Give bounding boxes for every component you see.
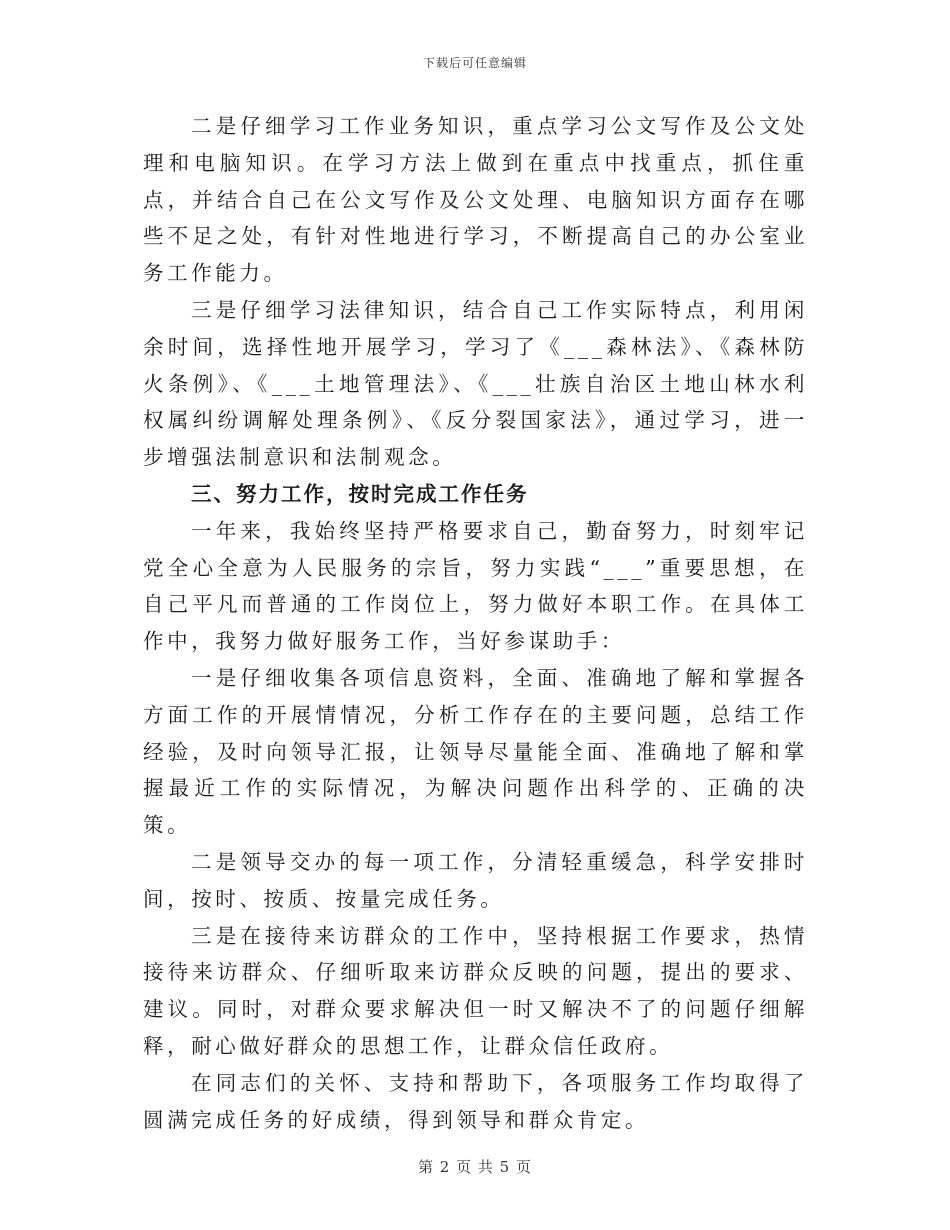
paragraph-assigned-work: 二是领导交办的每一项工作，分清轻重缓急，科学安排时间，按时、按质、按量完成任务。 [143,849,808,911]
paragraph-reception: 三是在接待来访群众的工作中，坚持根据工作要求，热情接待来访群众、仔细听取来访群众反映的问题，提出的要求、建议。同时，对群众要求解决但一时又解决不了的问题仔细解释，耐心做好群众的思想工作，让群众信任政府。 [143,923,808,1058]
paragraph-year-summary: 一年来，我始终坚持严格要求自己，勤奋努力，时刻牢记党全心全意为人民服务的宗旨，努力实践“___”重要思想，在自己平凡而普通的工作岗位上，努力做好本职工作。在具体工作中，我努力做好服务工作，当好参谋助手： [143,518,808,654]
paragraph-study-business: 二是仔细学习工作业务知识，重点学习公文写作及公文处理和电脑知识。在学习方法上做到在重点中找重点，抓住重点，并结合自己在公文写作及公文处理、电脑知识方面存在哪些不足之处，有针对性地进行学习，不断提高自己的办公室业务工作能力。 [143,114,808,286]
section-heading: 三、努力工作，按时完成工作任务 [191,481,529,506]
page-header: 下载后可任意编辑 [422,56,527,70]
document-body [143,108,808,1138]
paragraph-conclusion: 在同志们的关怀、支持和帮助下，各项服务工作均取得了圆满完成任务的好成绩，得到领导和群众肯定。 [143,1070,808,1132]
page-number: 第 2 页 共 5 页 [418,1158,532,1176]
paragraph-study-law: 三是仔细学习法律知识，结合自己工作实际特点，利用闲余时间，选择性地开展学习，学习了《___森林法》、《森林防火条例》、《___土地管理法》、《___壮族自治区土地山林水利权属纠纷调解处理条例》、《反分裂国家法》，通过学习，进一步增强法制意识和法制观念。 [143,297,808,470]
paragraph-collect-info: 一是仔细收集各项信息资料，全面、准确地了解和掌握各方面工作的开展情情况，分析工作存在的主要问题，总结工作经验，及时向领导汇报，让领导尽量能全面、准确地了解和掌握最近工作的实际情况，为解决问题作出科学的、正确的决策。 [143,665,808,838]
